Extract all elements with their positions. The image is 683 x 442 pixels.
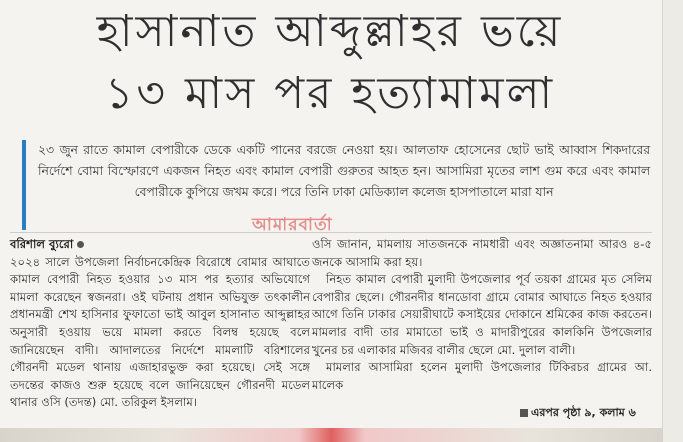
article-column-right: [312, 236, 652, 394]
bottom-banner-strip: [0, 428, 663, 442]
headline-line-2: ১৩ মাস পর হত্যামামলা: [104, 68, 556, 119]
article-column-left: [10, 236, 310, 412]
right-column-p1: ওসি জানান, মামলায় সাতজনকে নামধারী এবং অজ্ঞাতনামা আরও ৪-৫ জনকে আসামি করা হয়।: [312, 237, 652, 269]
headline-line-1: হাসানাত আব্দুল্লাহর ভয়ে: [96, 6, 564, 57]
watermark: আমারবার্তা: [252, 215, 333, 235]
left-column-text: ২০২৪ সালে উপজেলা নির্বাচনকেন্দ্রিক বিরোধে বোমার আঘাতে কামাল বেপারী নিহত হওয়ার ১৩ মাস পর হত্যার অভিযোগে মামলা করেছেন স্বজনরা। ওই ঘটনায় প্রধান অভিযুক্ত তৎকালীন প্রধানমন্ত্রী শেখ হাসিনার ফুফাতো ভাই আবুল হাসানাত আব্দুল্লাহর অনুসারী হওয়ায় ভয়ে মামলা করতে বিলম্ব হয়েছে বলে জানিয়েছেন বাদী। আদালতের নির্দেশে মামলাটি বরিশালের গৌরনদী মডেল থানায় এজাহারভুক্ত করা হয়েছে। সেই সঙ্গে তদন্তের কাজও শুরু হয়েছে বলে জানিয়েছেন গৌরনদী মডেল থানার ওসি (তদন্ত) মো. তরিকুল ইসলাম।: [10, 254, 310, 410]
right-column-p2: নিহত কামাল বেপারী মুলাদী উপজেলার পূর্ব তয়কা গ্রামের মৃত সেলিম বেপারীর ছেলে। গৌরনদীর ধানডোবা গ্রামে বোমার আঘাতে নিহত হওয়ার আগে তিনি ঢাকার সেয়ারীঘাটে কসাইয়ের দোকানে শ্রমিকের কাজ করতেন। মামলার বাদী তার মামাতো ভাই ও মাদারীপুরের কালকিনি উপজেলার খুনের চর এলাকার মজিবর বালীর ছেলে মো. দুলাল বালী।: [312, 272, 652, 357]
headline: [0, 0, 660, 128]
intro-text: ২৩ জুন রাতে কামাল বেপারীকে ডেকে একটি পানের বরজে নেওয়া হয়। আলতাফ হোসেনের ছোট ভাই আব্বাস শিকদারের নির্দেশে বোমা বিস্ফোরণে একজন নিহত এবং কামাল বেপারী গুরুতর আহত হন। আসামিরা মৃতের লাশ গুম করে এবং কামাল বেপারীকে কুপিয়ে জখম করে। পরে তিনি ঢাকা মেডিক্যাল কলেজ হাসপাতালে মারা যান: [38, 143, 650, 199]
adjacent-column-strip: [662, 0, 683, 442]
square-bullet-icon: [520, 409, 528, 417]
right-column-p3: মামলার আসামিরা হলেন মুলাদী উপজেলার টিকিরচর গ্রামের আ. মালেক: [312, 360, 652, 392]
byline: বরিশাল ব্যুরো: [10, 237, 84, 251]
intro-summary: [22, 140, 650, 230]
continued-reference: এরপর পৃষ্ঠা ৯, কলাম ৬: [520, 404, 636, 423]
byline-dot-icon: [77, 241, 84, 248]
